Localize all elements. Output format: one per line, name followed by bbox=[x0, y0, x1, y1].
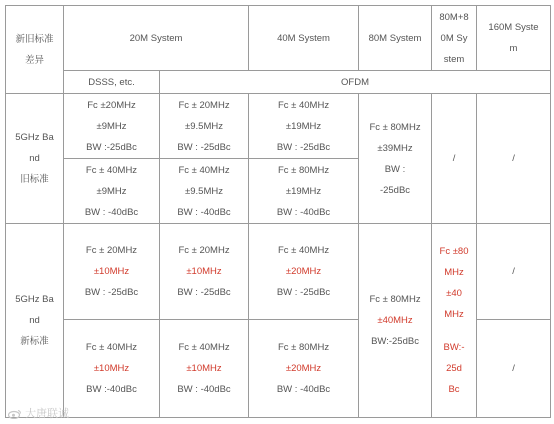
watermark bbox=[8, 405, 69, 421]
new-r1-ofdm20: Fc ± 20MHz ±10MHz BW : -25dBc bbox=[160, 224, 249, 320]
old-r1-ofdm20: Fc ± 20MHz ±9.5MHz BW : -25dBc bbox=[160, 94, 249, 159]
header-dsss: DSSS, etc. bbox=[64, 71, 160, 94]
new-r1-dsss: Fc ± 20MHz ±10MHz BW : -25dBc bbox=[64, 224, 160, 320]
old-160m: / bbox=[477, 94, 551, 224]
watermark-text: 大唐联诚 bbox=[25, 408, 70, 420]
old-r2-dsss: Fc ± 40MHz ±9MHz BW : -40dBc bbox=[64, 159, 160, 224]
old-80m: Fc ± 80MHz ±39MHz BW : -25dBc bbox=[359, 94, 432, 224]
new-standard-label: 5GHz Ba nd 新标准 bbox=[6, 224, 64, 418]
new-r2-ofdm40: Fc ± 80MHz ±20MHz BW : -40dBc bbox=[249, 320, 359, 418]
header-40m: 40M System bbox=[249, 6, 359, 71]
header-160m: 160M Syste m bbox=[477, 6, 551, 71]
new-80-80m: Fc ±80 MHz ±40 MHz BW:- 25d Bc bbox=[432, 224, 477, 418]
new-r1-160m: / bbox=[477, 224, 551, 320]
spectrum-mask-table bbox=[5, 5, 551, 418]
old-r1-ofdm40: Fc ± 40MHz ±19MHz BW : -25dBc bbox=[249, 94, 359, 159]
new-r1-ofdm40: Fc ± 40MHz ±20MHz BW : -25dBc bbox=[249, 224, 359, 320]
new-r2-160m: / bbox=[477, 320, 551, 418]
header-diff: 新旧标准 差异 bbox=[6, 6, 64, 94]
new-80m: Fc ± 80MHz ±40MHz BW:-25dBc bbox=[359, 224, 432, 418]
old-r2-ofdm40: Fc ± 80MHz ±19MHz BW : -40dBc bbox=[249, 159, 359, 224]
old-standard-label: 5GHz Ba nd 旧标准 bbox=[6, 94, 64, 224]
new-r2-dsss: Fc ± 40MHz ±10MHz BW :-40dBc bbox=[64, 320, 160, 418]
header-80-80m: 80M+8 0M Sy stem bbox=[432, 6, 477, 71]
header-ofdm: OFDM bbox=[160, 71, 551, 94]
new-r2-ofdm20: Fc ± 40MHz ±10MHz BW : -40dBc bbox=[160, 320, 249, 418]
old-r1-dsss: Fc ±20MHz ±9MHz BW :-25dBc bbox=[64, 94, 160, 159]
old-80-80m: / bbox=[432, 94, 477, 224]
weibo-icon bbox=[8, 409, 22, 419]
header-20m: 20M System bbox=[64, 6, 249, 71]
header-80m: 80M System bbox=[359, 6, 432, 71]
old-r2-ofdm20: Fc ± 40MHz ±9.5MHz BW : -40dBc bbox=[160, 159, 249, 224]
